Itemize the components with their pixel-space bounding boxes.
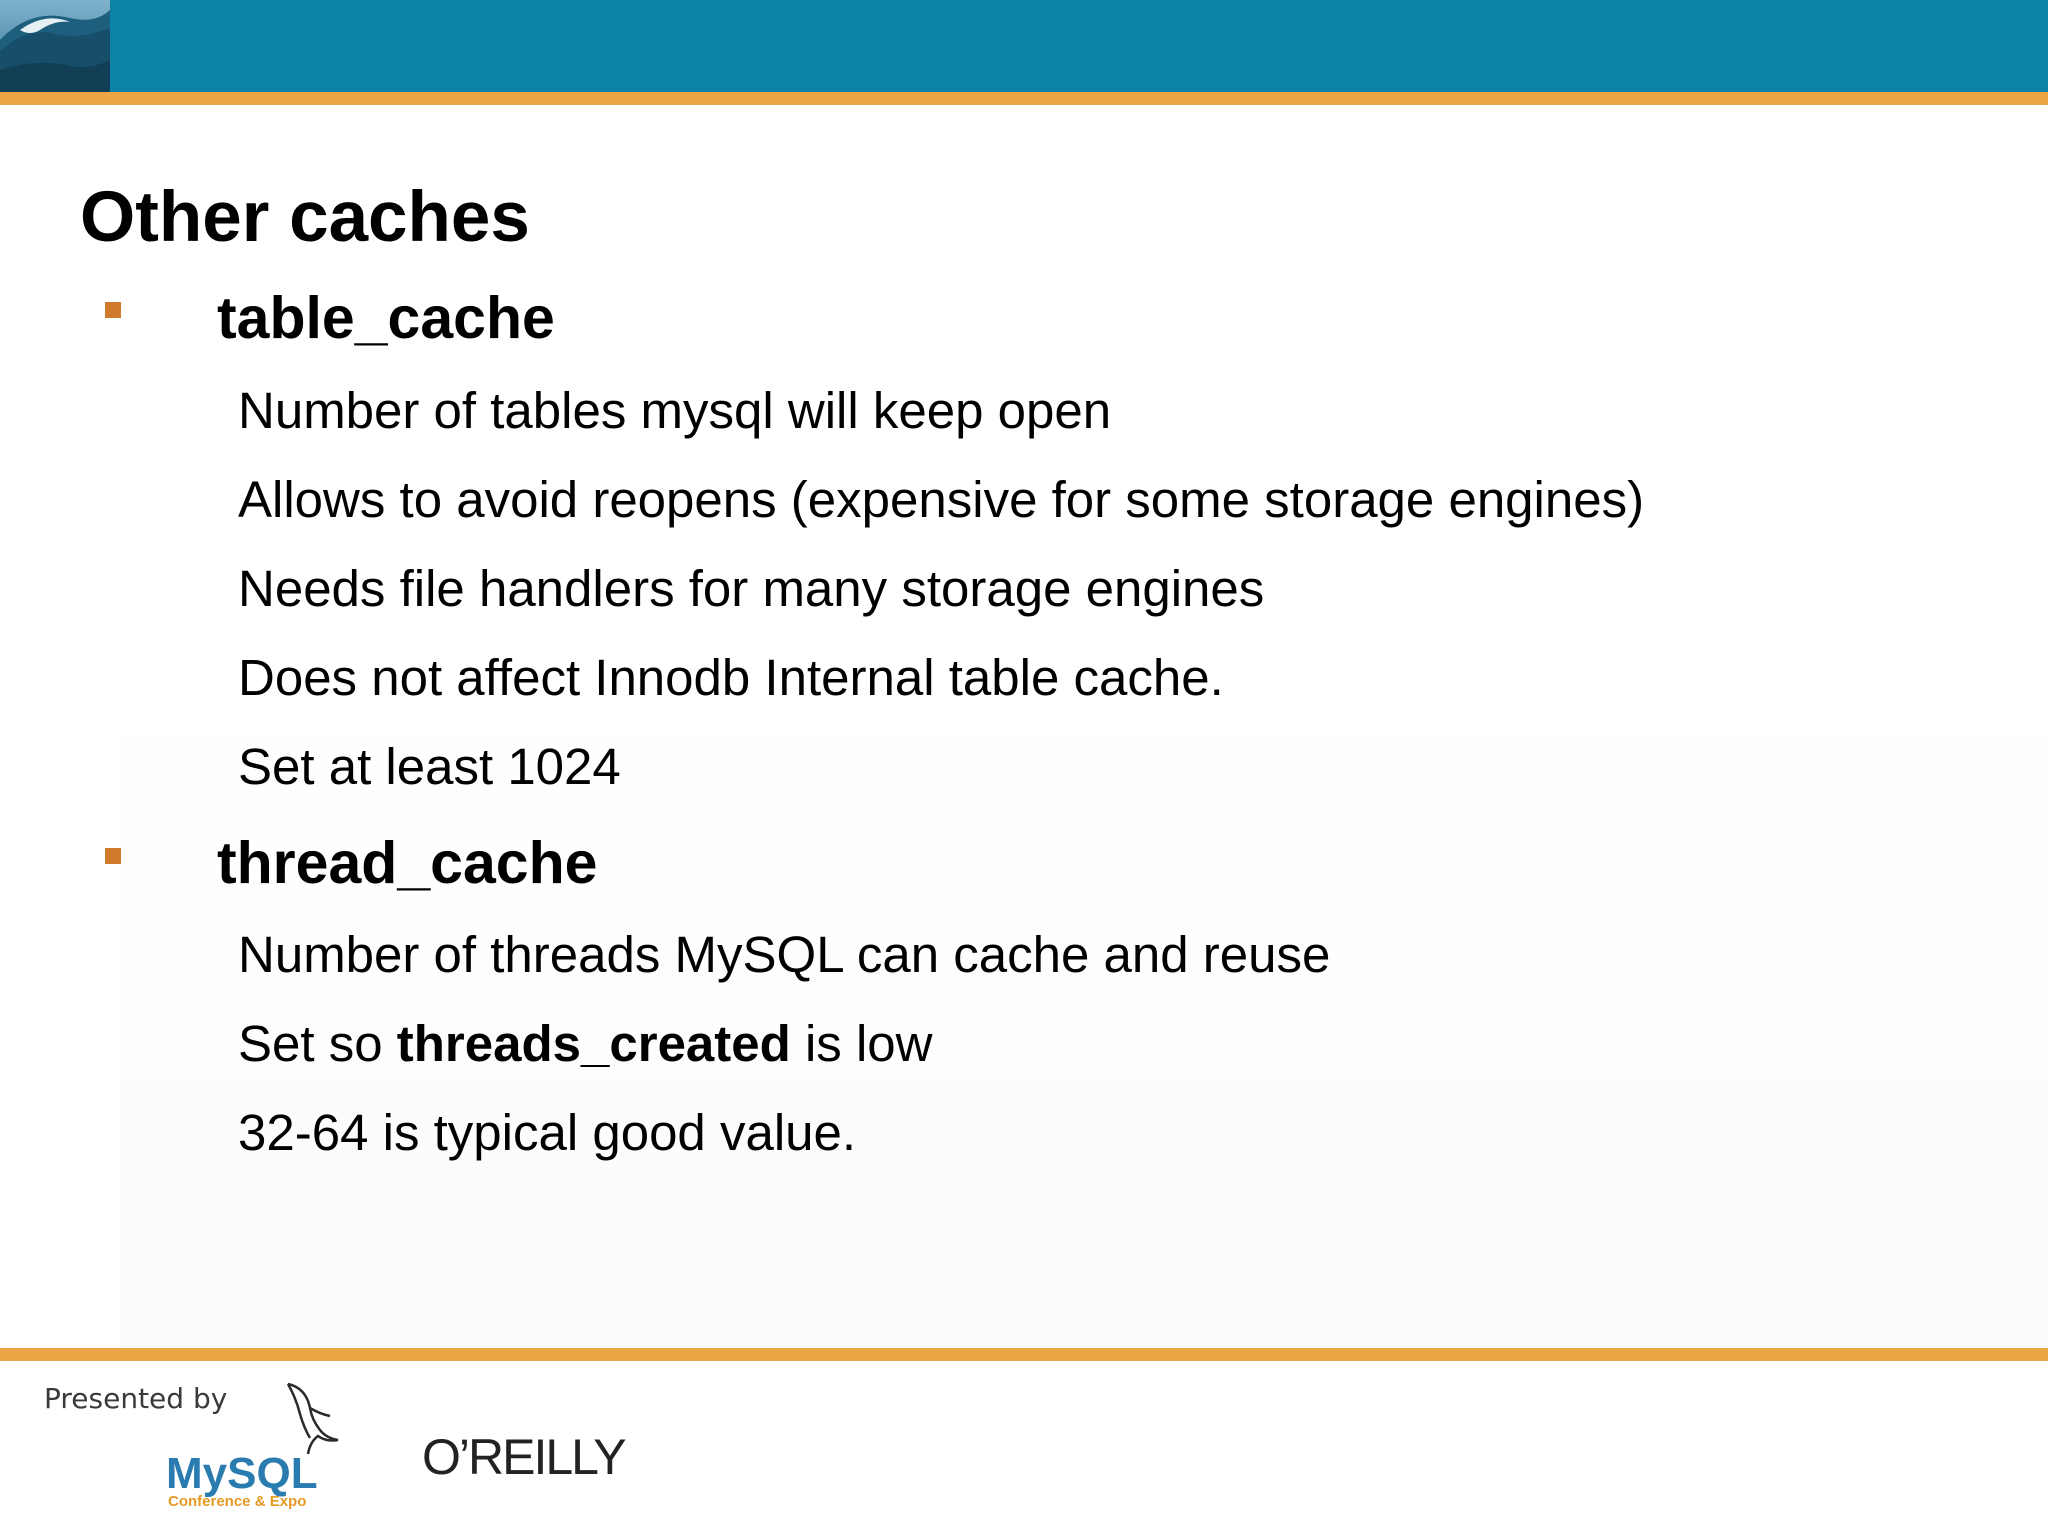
- list-item: [238, 1014, 933, 1074]
- list-item: 32-64 is typical good value.: [238, 1104, 857, 1161]
- mysql-logo-subtext: Conference & Expo: [168, 1493, 307, 1510]
- list-item: Set at least 1024: [238, 738, 621, 795]
- section-heading-thread-cache: thread_cache: [217, 830, 598, 896]
- list-item: Needs file handlers for many storage engines: [238, 560, 1265, 617]
- list-item-suffix: is low: [790, 1015, 933, 1072]
- list-item: Does not affect Innodb Internal table cache.: [238, 649, 1224, 706]
- list-item-prefix: Set so: [238, 1015, 397, 1072]
- bullet-marker: [105, 302, 121, 318]
- list-item: Number of threads MySQL can cache and reuse: [238, 926, 1331, 983]
- footer-stripe: [0, 1348, 2048, 1361]
- list-item: Allows to avoid reopens (expensive for some storage engines): [238, 471, 1645, 528]
- wave-image: [0, 0, 110, 92]
- list-item-bold-term: threads_created: [396, 1015, 791, 1072]
- section-heading-table-cache: table_cache: [217, 285, 555, 351]
- presented-by-label: Presented by: [44, 1382, 228, 1415]
- mysql-logo-text: MySQL: [166, 1449, 318, 1498]
- header-bar: [0, 0, 2048, 92]
- oreilly-logo: O’REILLY: [422, 1429, 625, 1485]
- mysql-logo: [160, 1380, 370, 1510]
- dolphin-icon: [288, 1384, 338, 1454]
- slide-title: Other caches: [80, 178, 530, 257]
- bullet-marker: [105, 848, 121, 864]
- list-item: Number of tables mysql will keep open: [238, 382, 1112, 439]
- header-stripe: [0, 92, 2048, 105]
